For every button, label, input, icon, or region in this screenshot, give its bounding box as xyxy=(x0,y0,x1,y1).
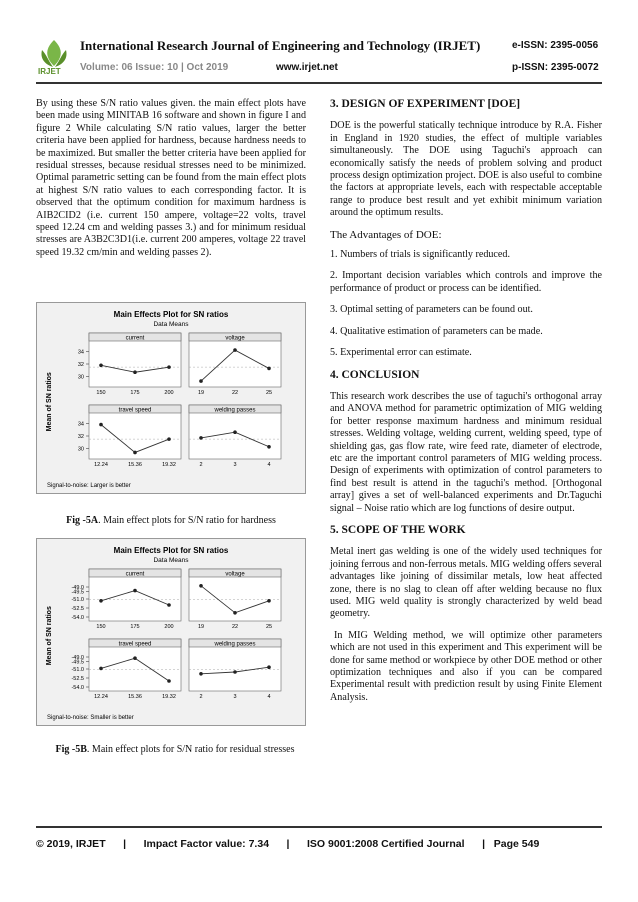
data-point xyxy=(267,599,271,603)
y-tick-label: 30 xyxy=(77,374,84,381)
panel-label: travel speed xyxy=(118,407,152,414)
x-tick-label: 4 xyxy=(267,462,271,468)
panel-label: voltage xyxy=(225,335,245,342)
data-point xyxy=(167,365,171,369)
journal-title: International Research Journal of Engineering and Technology (IRJET) xyxy=(80,38,481,53)
panel-label: voltage xyxy=(225,571,245,578)
y-tick-label: -49.0 xyxy=(71,655,84,661)
x-tick-label: 15.36 xyxy=(128,694,142,700)
caption-5b-text: . Main effect plots for S/N ratio for residual stresses xyxy=(86,744,295,755)
advantages-title: The Advantages of DOE: xyxy=(330,228,442,241)
advantage-4: 4. Qualitative estimation of parameters can be made. xyxy=(330,325,543,337)
y-tick-label: 30 xyxy=(77,446,84,453)
data-point xyxy=(233,611,237,615)
pissn: p-ISSN: 2395-0072 xyxy=(512,62,599,73)
caption-5a-text: . Main effect plots for S/N ratio for hardness xyxy=(98,515,276,526)
data-point xyxy=(267,665,271,669)
y-tick-label: -54.0 xyxy=(71,615,84,621)
x-tick-label: 15.36 xyxy=(128,462,142,468)
figure-5a-caption xyxy=(36,515,306,526)
x-tick-label: 22 xyxy=(231,390,239,396)
left-column xyxy=(36,98,306,268)
x-tick-label: 19.32 xyxy=(162,694,176,700)
data-point xyxy=(233,348,237,352)
x-tick-label: 3 xyxy=(233,462,237,468)
data-point xyxy=(133,589,137,593)
y-tick-label: -49.5 xyxy=(71,589,84,596)
x-tick-label: 25 xyxy=(265,624,273,630)
paragraph-conclusion: This research work describes the use of taguchi's orthogonal array and ANOVA method for parametric optimization of MIG welding for better response maximum hardness and minimum residual stresses. Welding voltage, welding current, welding speed, type of shielding gas, gas flow rate, wire feed rate, diameter of electrode, etc are the important control parameters of MIG welding process. Design of experiments with optimization of control parameters to find best result is attend in the taguchi's method. [Orthogonal array] gives a set of well-balanced experiments and Dr.Taguchi signal – Noise ratio which are log functions of desire output. xyxy=(330,390,602,514)
header-rule xyxy=(36,82,602,84)
x-tick-label: 22 xyxy=(231,624,239,630)
x-tick-label: 25 xyxy=(265,390,273,396)
figure-5a xyxy=(36,302,306,494)
data-point xyxy=(167,437,171,441)
data-point xyxy=(167,603,171,607)
data-point xyxy=(167,679,171,683)
footer-impact: Impact Factor value: 7.34 xyxy=(143,838,270,850)
paragraph-scope-2: In MIG Welding method, we will optimize other parameters which are not used in this experiment and This experiment will be done for same method or workpiece by other DOE method or other optimization techniques and also if you can be compared Experimental result with prediction result by using Finite Element Analysis. xyxy=(330,629,602,703)
footer-page: Page 549 xyxy=(493,838,540,850)
data-point xyxy=(133,656,137,660)
x-tick-label: 200 xyxy=(164,624,174,630)
advantage-5: 5. Experimental error can estimate. xyxy=(330,347,472,359)
advantage-2: 2. Important decision variables which controls and improve the performance of product or process can be identified. xyxy=(330,270,602,294)
x-tick-label: 12.24 xyxy=(94,694,108,700)
y-tick-label: -52.5 xyxy=(71,606,84,612)
y-tick-label: -51.0 xyxy=(71,667,84,673)
panel-label: current xyxy=(125,571,145,578)
y-tick-label: -54.0 xyxy=(71,685,84,691)
panel-label: welding passes xyxy=(214,407,256,414)
advantage-1: 1. Numbers of trials is significantly reduced. xyxy=(330,249,510,261)
y-axis-label: Mean of SN ratios xyxy=(46,606,53,666)
x-tick-label: 2 xyxy=(199,694,203,700)
data-point xyxy=(199,672,203,676)
data-point xyxy=(99,667,103,671)
logo-text: IRJET xyxy=(38,67,61,76)
y-tick-label: -51.0 xyxy=(71,597,84,603)
data-point xyxy=(133,370,137,374)
data-point xyxy=(199,379,203,383)
footer-rule xyxy=(36,826,602,828)
data-point xyxy=(233,670,237,674)
x-tick-label: 19 xyxy=(197,390,205,396)
advantage-3: 3. Optimal setting of parameters can be found out. xyxy=(330,304,533,316)
paragraph-scope-1: Metal inert gas welding is one of the widely used techniques for joining ferrous and non-ferrous metals. MIG welding offers several advantages like joining of dissimilar metals, low heat affected zone, there is no slag to clean off after welding because no flux used. MIG weld quality is strongly characterized by weld bead geometry. xyxy=(330,546,602,620)
chart-subtitle: Data Means xyxy=(153,557,189,564)
x-tick-label: 4 xyxy=(267,694,271,700)
data-point xyxy=(99,423,103,427)
paragraph-sn-ratio: By using these S/N ratio values given. the main effect plots have been made using MINITAB 16 software and shown in figure I and figure 2 While calculating S/N ratio values, larger the better criteria have been applied for hardness, because hardness needs to be maximized. But smaller the better criteria have been applied for residual stresses, because residual stresses need to be minimized. Optimal parametric setting can be found from the main effect plots at highest S/N ratio values to each corresponding factor. It is observed that the optimum condition for maximum hardness is AIB2CID2 (i.e. current 150 ampere, voltage=22 volts, travel speed 12.24 cm and welding passes 3.) and for minimum residual stresses are A3B2C3D1(i.e. current 200 amperes, voltage 22 travel speed 19.32 cm/min and welding passes 2). xyxy=(36,98,307,258)
data-point xyxy=(267,367,271,371)
y-axis-label: Mean of SN ratios xyxy=(46,372,53,432)
panel-label: current xyxy=(125,335,145,342)
chart-note: Signal-to-noise: Larger is better xyxy=(47,483,131,489)
chart-subtitle: Data Means xyxy=(153,321,189,328)
y-tick-label: 32 xyxy=(77,434,84,440)
chart-5b xyxy=(37,539,305,725)
footer-copyright: © 2019, IRJET xyxy=(36,838,106,850)
x-tick-label: 2 xyxy=(199,462,203,468)
figure-5b-caption xyxy=(50,744,300,755)
data-point xyxy=(99,599,103,603)
x-tick-label: 150 xyxy=(96,390,106,396)
x-tick-label: 150 xyxy=(96,624,106,630)
volume-issue: Volume: 06 Issue: 10 | Oct 2019 xyxy=(80,62,229,73)
data-point xyxy=(233,430,237,434)
data-point xyxy=(199,436,203,440)
caption-5b-label: Fig -5B xyxy=(55,744,87,755)
y-tick-label: 34 xyxy=(77,349,84,356)
panel-label: welding passes xyxy=(214,641,256,648)
x-tick-label: 175 xyxy=(130,390,140,396)
x-tick-label: 200 xyxy=(164,390,174,396)
y-tick-label: -49.5 xyxy=(71,659,84,666)
heading-scope: 5. SCOPE OF THE WORK xyxy=(330,523,466,536)
chart-title: Main Effects Plot for SN ratios xyxy=(113,310,229,319)
y-tick-label: -49.0 xyxy=(71,585,84,591)
chart-title: Main Effects Plot for SN ratios xyxy=(113,546,229,555)
chart-note: Signal-to-noise: Smaller is better xyxy=(47,715,134,721)
footer-iso: ISO 9001:2008 Certified Journal xyxy=(306,838,465,850)
eissn: e-ISSN: 2395-0056 xyxy=(512,40,599,51)
x-tick-label: 12.24 xyxy=(94,462,108,468)
chart-5a xyxy=(37,303,305,493)
caption-5a-label: Fig -5A xyxy=(66,515,99,526)
right-column xyxy=(330,98,602,713)
data-point xyxy=(199,584,203,588)
x-tick-label: 19 xyxy=(197,624,205,630)
data-point xyxy=(133,451,137,455)
heading-conclusion: 4. CONCLUSION xyxy=(330,368,420,381)
x-tick-label: 19.32 xyxy=(162,462,176,468)
y-tick-label: 34 xyxy=(77,421,84,428)
paragraph-doe: DOE is the powerful statically technique introduce by R.A. Fisher in England in 1920 studies, the effect of multiple variables simultaneously. The DOE using Taguchi's approach can economically satisfy the needs of problem solving and product process design optimization project. DOE is also useful to combine the factors at appropriate levels, each with respectable acceptable range to produce best result and yet exhibit minimum variation around the optimum results. xyxy=(330,120,602,219)
journal-url[interactable]: www.irjet.net xyxy=(276,62,338,73)
data-point xyxy=(267,445,271,449)
y-tick-label: 32 xyxy=(77,362,84,368)
footer: © 2019, IRJET | Impact Factor value: 7.34 | ISO 9001:2008 Certified Journal | Page 549 xyxy=(36,838,540,850)
data-point xyxy=(99,363,103,367)
panel-label: travel speed xyxy=(118,641,152,648)
heading-doe: 3. DESIGN OF EXPERIMENT [DOE] xyxy=(330,98,521,110)
x-tick-label: 3 xyxy=(233,694,237,700)
y-tick-label: -52.5 xyxy=(71,676,84,682)
x-tick-label: 175 xyxy=(130,624,140,630)
figure-5b xyxy=(36,538,306,726)
